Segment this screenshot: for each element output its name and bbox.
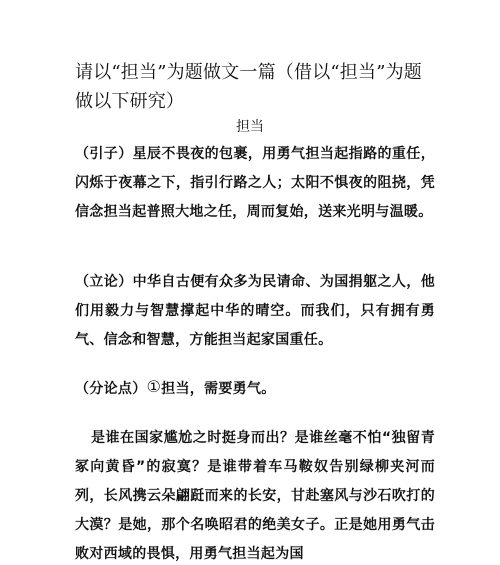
document-heading: 请以“担当”为题做文一篇（借以“担当”为题做以下研究）: [75, 62, 423, 112]
essay-title: 担当: [236, 119, 264, 135]
sub-point-paragraph: [75, 372, 435, 404]
thesis-paragraph: （立论）中华自古便有众多为民请命、为国捐躯之人，他们用毅力与智慧撑起中华的晴空。而我们，只有拥有勇气、信念和智慧，方能担当起家国重任。: [75, 274, 435, 348]
sub-point-label: （分论点）: [75, 381, 147, 397]
sub-point-text: 担当，需要勇气。: [161, 381, 276, 397]
intro-paragraph: （引子）星辰不畏夜的包裹，用勇气担当起指路的重任，闪烁于夜幕之下，指引行路之人；太阳不惧夜的阻挠，凭信念担当起普照大地之任，周而复始，送来光明与温暖。: [75, 146, 435, 220]
circled-number: ①: [146, 377, 162, 396]
body-paragraph: 是谁在国家尴尬之时挺身而出？是谁丝毫不怕“独留青冢向黄昏”的寂寞？是谁带着车马鞍奴告别绿柳夹河而列，长风携云朵翩跹而来的长安，甘赴塞风与沙石吹打的大漠？是她，那个名唤昭君的绝美女子。正是她用勇气击败对西域的畏惧，用勇气担当起为国: [75, 430, 435, 562]
